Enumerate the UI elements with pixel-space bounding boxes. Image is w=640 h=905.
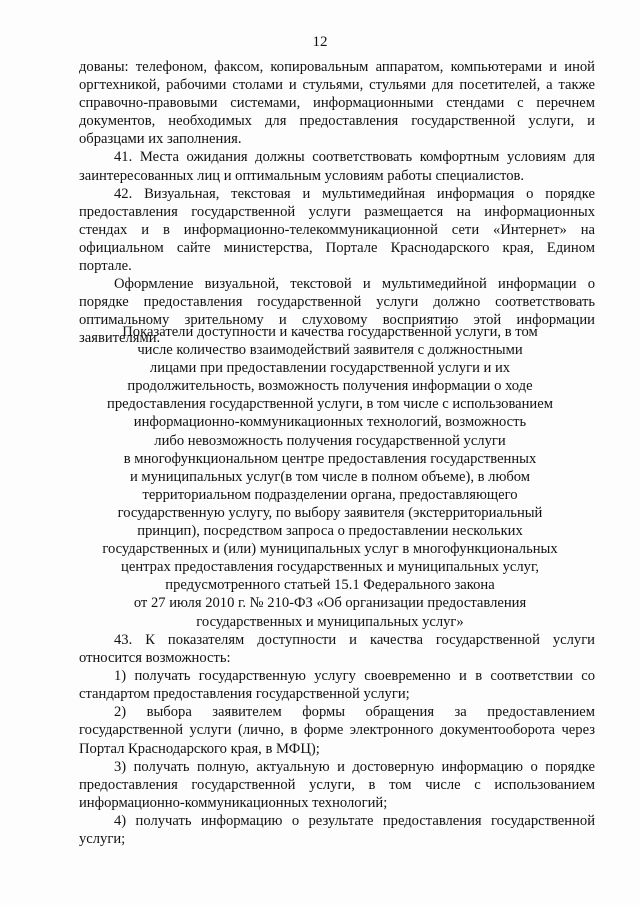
heading-line: лицами при предоставлении государственной услуги и их [149, 360, 511, 377]
heading-line: Показатели доступности и качества государственной услуги, в том [122, 324, 538, 340]
heading-line: государственных и муниципальных услуг» [196, 613, 464, 630]
list-item-4: 4) получать информацию о результате предоставления государственной услуги; [79, 812, 595, 848]
bottom-text-block [79, 631, 595, 848]
list-item-2: 2) выбора заявителем формы обращения за предоставлением государственной услуги (лично, в форме электронного документооборота через Портал Краснодарского края, в МФЦ); [79, 704, 595, 757]
heading-line: числе количество взаимодействий заявителя с должностными [137, 342, 523, 359]
heading-line: государственных и (или) муниципальных услуг в многофункциональных [102, 541, 558, 558]
section-heading [90, 323, 570, 631]
paragraph-43: 43. К показателям доступности и качества государственной услуги относится возможность: [79, 632, 595, 667]
heading-line: предусмотренного статьей 15.1 Федерального закона [165, 577, 495, 594]
heading-line: государственную услугу, по выбору заявителя (экстерриториальный [117, 504, 543, 521]
paragraph-42: 42. Визуальная, текстовая и мультимедийная информация о порядке предоставления государственной услуги размещается на информационных стендах и в информационно-телекоммуникационной сети «Интернет» на официальном сайте министерства, Портале Краснодарского края, Едином портале. [79, 185, 595, 275]
heading-line: предоставления государственной услуги, в том числе с использованием [107, 396, 553, 413]
top-text-block [79, 58, 595, 348]
heading-line: и муниципальных услуг(в том числе в полном объеме), в любом [129, 468, 531, 485]
list-item-1: 1) получать государственную услугу своевременно и в соответствии со стандартом предоставления государственной услуги; [79, 668, 595, 703]
heading-line: в многофункциональном центре предоставления государственных [123, 450, 537, 467]
heading-line: информационно-коммуникационных технологий, возможность [133, 414, 527, 431]
heading-line: территориальном подразделении органа, предоставляющего [142, 486, 518, 503]
paragraph-42-design: Оформление визуальной, текстовой и мультимедийной информации о порядке предоставления государственной услуги должно соответствовать оптимальному зрительному и слуховому восприятию этой информации заявителями. [79, 276, 595, 347]
list-item-3: 3) получать полную, актуальную и достоверную информацию о порядке предоставления государственной услуги, в том числе с использованием информационно-коммуникационных технологий; [79, 758, 595, 811]
heading-line: центрах предоставления государственных и муниципальных услуг, [121, 559, 539, 576]
heading-line: принцип), посредством запроса о предоставлении нескольких [137, 523, 523, 540]
paragraph-41: 41. Места ожидания должны соответствовать комфортным условиям для заинтересованных лиц и оптимальным условиям работы специалистов. [79, 149, 595, 184]
heading-line: продолжительность, возможность получения информации о ходе [127, 378, 533, 395]
page-number: 12 [312, 34, 328, 50]
heading-line: от 27 июля 2010 г. № 210-ФЗ «Об организации предоставления [133, 595, 527, 612]
heading-line: либо невозможность получения государственной услуги [154, 432, 506, 449]
paragraph-continuation: дованы: телефоном, факсом, копировальным аппаратом, компьютерами и иной оргтехникой, рабочими столами и стульями, стульями для посетителей, а также справочно-правовыми системами, информационными стендами с перечнем документов, необходимых для предоставления государственной услуги, и образцами их заполнения. [79, 59, 595, 148]
